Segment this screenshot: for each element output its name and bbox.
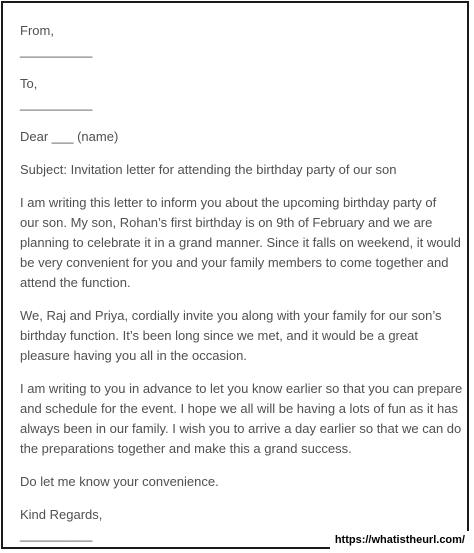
paragraph-1	[20, 193, 460, 293]
paragraph-line: always been in our family. I wish you to arrive a day earlier so that we can do	[20, 421, 462, 436]
paragraph-line: We, Raj and Priya, cordially invite you along with your family for our son’s	[20, 308, 442, 323]
paragraph-line: birthday function. It’s been long since we met, and it would be a great	[20, 328, 418, 343]
paragraph-line: our son. My son, Rohan’s first birthday is on 9th of February and we are	[20, 215, 433, 230]
paragraph-line: I am writing to you in advance to let you know earlier so that you can prepare	[20, 381, 463, 396]
paragraph-line: be very convenient for you and your family members to come together and	[20, 255, 449, 270]
closing-request: Do let me know your convenience.	[20, 474, 219, 489]
from-label: From,	[20, 23, 54, 38]
paragraph-3	[20, 379, 463, 459]
paragraph-line: pleasure having you all in the occasion.	[20, 348, 247, 363]
paragraph-line: planning to celebrate it in a grand manner. Since it falls on weekend, it would	[20, 235, 461, 250]
to-blank: __________	[20, 96, 93, 111]
sign-off: Kind Regards,	[20, 507, 103, 522]
letter-frame	[1, 1, 469, 549]
paragraph-line: I am writing this letter to inform you about the upcoming birthday party of	[20, 195, 437, 210]
signature-blank: __________	[20, 527, 93, 542]
to-label: To,	[20, 76, 38, 91]
watermark-url: https://whatistheurl.com/	[330, 531, 470, 549]
paragraph-2	[20, 306, 460, 366]
salutation: Dear ___ (name)	[20, 129, 119, 144]
from-blank: __________	[20, 43, 93, 58]
paragraph-line: and schedule for the event. I hope we all will be having a lots of fun as it has	[20, 401, 458, 416]
paragraph-line: the preparations together and make this a grand success.	[20, 441, 352, 456]
subject-line: Subject: Invitation letter for attending the birthday party of our son	[20, 162, 397, 177]
letter-body	[20, 21, 463, 545]
paragraph-line: attend the function.	[20, 275, 131, 290]
